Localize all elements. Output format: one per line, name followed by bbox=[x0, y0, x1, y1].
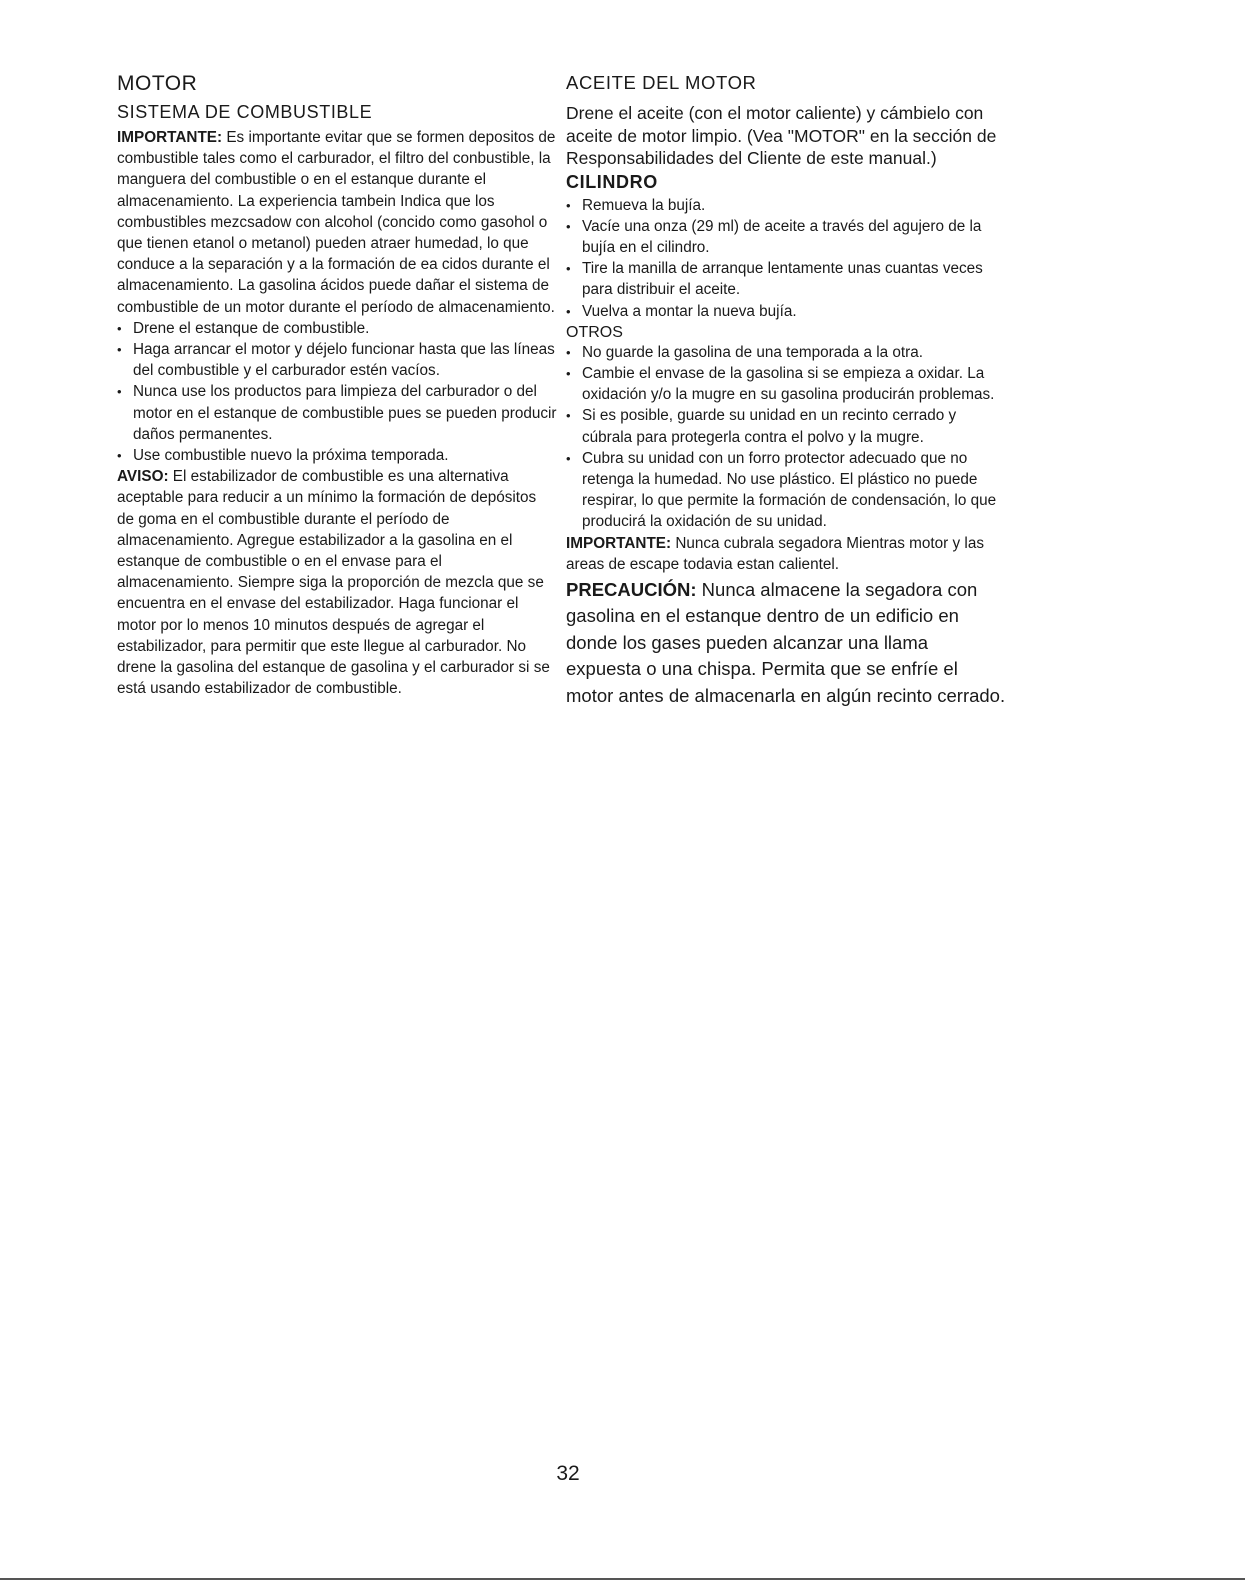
list-item: • No guarde la gasolina de una temporada a la otra. bbox=[566, 342, 1006, 363]
page-number: 32 bbox=[556, 1462, 580, 1485]
engine-oil-paragraph: Drene el aceite (con el motor caliente) y cámbielo con aceite de motor limpio. (Vea "MOTOR" en la sección de Responsabilidades del Cliente de este manual.) bbox=[566, 103, 997, 168]
subsection-title-others: OTROS bbox=[566, 323, 623, 341]
cylinder-bullet-list bbox=[566, 195, 1006, 322]
list-item: • Si es posible, guarde su unidad en un recinto cerrado y cúbrala para protegerla contra el polvo y la mugre. bbox=[566, 405, 1006, 447]
caution-text: Nunca almacene la segadora con gasolina en el estanque dentro de un edificio en donde los gases pueden alcanzar una llama expuesta o una chispa. Permita que se enfríe el motor antes de almacenarla en algún recinto cerrado. bbox=[566, 578, 1006, 706]
subsection-title-cylinder: CILINDRO bbox=[566, 171, 658, 192]
caution-paragraph bbox=[566, 577, 1006, 710]
subsection-title-fuel-system: SISTEMA DE COMBUSTIBLE bbox=[117, 102, 373, 122]
section-title-motor: MOTOR bbox=[117, 72, 198, 95]
important-label: IMPORTANTE: bbox=[566, 534, 672, 552]
list-item: • Drene el estanque de combustible. bbox=[117, 318, 557, 339]
list-item: • Nunca use los productos para limpieza del carburador o del motor en el estanque de combustible pues se pueden producir daños permanentes. bbox=[117, 381, 557, 445]
list-item: • Cambie el envase de la gasolina si se empieza a oxidar. La oxidación y/o la mugre en su gasolina producirán problemas. bbox=[566, 363, 1006, 405]
important-note-text: Nunca cubrala segadora Mientras motor y las areas de escape todavia estan calientel. bbox=[566, 534, 984, 573]
aviso-text: El estabilizador de combustible es una alternativa aceptable para reducir a un mínimo la formación de depósitos de goma en el combustible durante el período de almacenamiento. Agregue estabilizador a la gasolina en el estanque de combustible o en el envase para el almacenamiento. Siempre siga la proporción de mezcla que se encuentra en el envase del estabilizador. Haga funcionar el motor por lo menos 10 minutos después de agregar el estabilizador, para permitir que este llegue al carburador. No drene la gasolina del estanque de gasolina y el carburador si se está usando estabilizador de combustible. bbox=[117, 468, 550, 698]
aviso-label: AVISO: bbox=[117, 468, 169, 486]
left-column bbox=[117, 72, 557, 699]
list-item: • Tire la manilla de arranque lentamente unas cuantas veces para distribuir el aceite. bbox=[566, 258, 1006, 300]
list-item: • Remueva la bujía. bbox=[566, 195, 1006, 216]
right-column bbox=[566, 72, 1006, 709]
important-label: IMPORTANTE: bbox=[117, 129, 223, 146]
list-item: • Vuelva a montar la nueva bujía. bbox=[566, 301, 1006, 322]
important-note-paragraph bbox=[566, 533, 1006, 575]
list-item: • Vacíe una onza (29 ml) de aceite a través del agujero de la bujía en el cilindro. bbox=[566, 216, 1006, 258]
important-text: Es importante evitar que se formen depositos de combustible tales como el carburador, el filtro del conbustible, la manguera del combustible o en el estanque durante el almacenamiento. La experiencia tambein Indica que los combustibles mezcsadow con alcohol (concido como gasohol o que tienen etanol o metanol) pueden atraer humedad, lo que conduce a la separación y a la formación de ea cidos durante el almacenamiento. La gasolina ácidos puede dañar el sistema de combustible de un motor durante el período de almacenamiento. bbox=[117, 129, 556, 316]
aviso-paragraph bbox=[117, 466, 557, 699]
scan-edge-divider bbox=[0, 1578, 1245, 1580]
important-paragraph bbox=[117, 127, 557, 318]
section-title-engine-oil: ACEITE DEL MOTOR bbox=[566, 72, 757, 93]
others-bullet-list bbox=[566, 342, 1006, 533]
caution-label: PRECAUCIÓN: bbox=[566, 578, 697, 600]
list-item: • Use combustible nuevo la próxima temporada. bbox=[117, 445, 557, 466]
fuel-bullet-list bbox=[117, 318, 557, 466]
list-item: • Cubra su unidad con un forro protector adecuado que no retenga la humedad. No use plástico. El plástico no puede respirar, lo que permite la formación de condensación, lo que producirá la oxidación de su unidad. bbox=[566, 448, 1006, 533]
list-item: • Haga arrancar el motor y déjelo funcionar hasta que las líneas del combustible y el carburador estén vacíos. bbox=[117, 339, 557, 381]
